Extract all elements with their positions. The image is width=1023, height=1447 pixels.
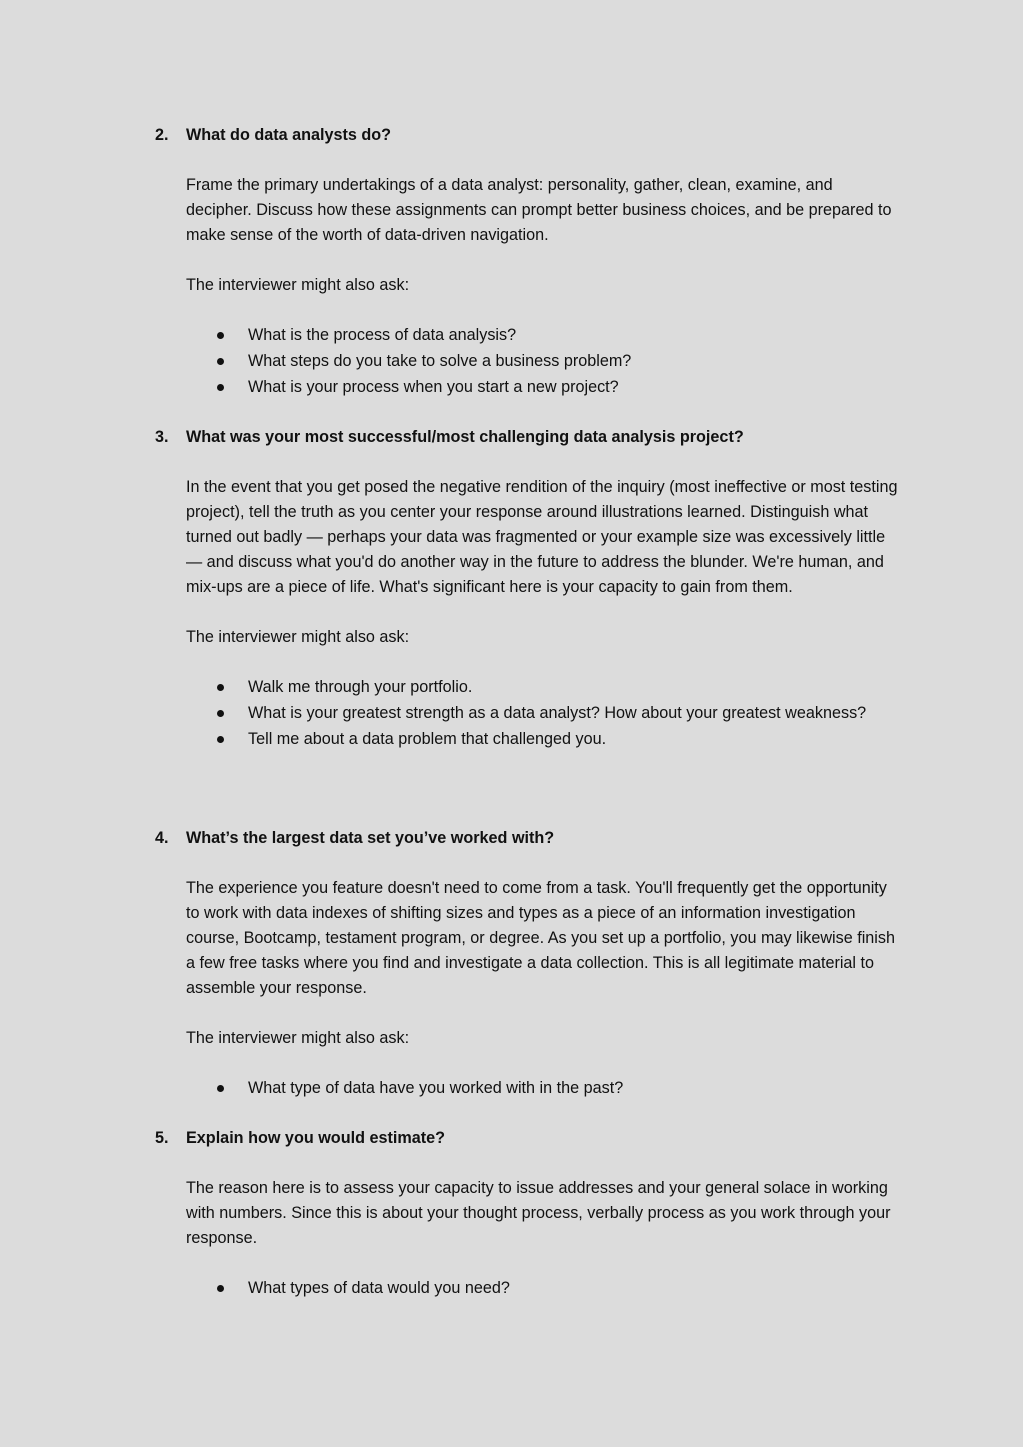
question-title: What do data analysts do? [186,126,392,144]
question-number: 4. [155,829,169,847]
bullet-icon [186,727,248,752]
followup-list [186,1076,886,1101]
followup-list [186,323,886,400]
followup-list [186,675,886,752]
answer-paragraph: The reason here is to assess your capacity to issue addresses and your general solace in working with numbers. Since this is about your thought process, verbally process as you work through your response. [186,1179,891,1247]
list-item [186,349,886,374]
question-number: 2. [155,126,169,144]
list-item [186,727,886,752]
answer-paragraph: The experience you feature doesn't need to come from a task. You'll frequently get the opportunity to work with data indexes of shifting sizes and types as a piece of an information investigation course, Bootcamp, testament program, or degree. As you set up a portfolio, you may likewise finish a few free tasks where you find and investigate a data collection. This is all legitimate material to assemble your response. [186,879,896,997]
list-item-text: What steps do you take to solve a business problem? [248,352,632,370]
followup-list [186,1276,886,1301]
question-number: 3. [155,428,169,446]
question-section-3 [155,425,915,753]
answer-paragraph: Frame the primary undertakings of a data analyst: personality, gather, clean, examine, and decipher. Discuss how these assignments can prompt better business choices, and be prepared to make sense of the worth of data-driven navigation. [186,176,892,244]
list-item-text: What types of data would you need? [248,1279,510,1297]
bullet-icon [186,701,248,726]
question-title: What’s the largest data set you’ve worked with? [186,829,555,847]
followup-intro: The interviewer might also ask: [186,628,410,646]
list-item [186,701,886,726]
followup-intro: The interviewer might also ask: [186,1029,410,1047]
list-item-text: What is your greatest strength as a data analyst? How about your greatest weakness? [248,704,867,722]
question-section-4 [155,826,915,1102]
question-heading [155,123,915,148]
followup-intro: The interviewer might also ask: [186,276,410,294]
bullet-icon [186,323,248,348]
question-number: 5. [155,1129,169,1147]
bullet-icon [186,375,248,400]
question-title: What was your most successful/most challenging data analysis project? [186,428,744,446]
question-title: Explain how you would estimate? [186,1129,446,1147]
bullet-icon [186,1276,248,1301]
list-item [186,675,886,700]
list-item-text: What is the process of data analysis? [248,326,517,344]
bullet-icon [186,349,248,374]
list-item-text: What is your process when you start a new project? [248,378,619,396]
bullet-icon [186,1076,248,1101]
list-item [186,1076,886,1101]
list-item [186,323,886,348]
question-section-2 [155,123,915,401]
list-item [186,375,886,400]
list-item-text: Walk me through your portfolio. [248,678,473,696]
bullet-icon [186,675,248,700]
question-section-5 [155,1126,915,1302]
question-heading [155,1126,915,1151]
question-heading [155,826,915,851]
answer-paragraph: In the event that you get posed the negative rendition of the inquiry (most ineffective or most testing project), tell the truth as you center your response around illustrations learned. Distinguish what turned out badly — perhaps your data was fragmented or your example size was excessively little — and discuss what you'd do another way in the future to address the blunder. We're human, and mix-ups are a piece of life. What's significant here is your capacity to gain from them. [186,478,898,596]
list-item [186,1276,886,1301]
question-heading [155,425,915,450]
list-item-text: Tell me about a data problem that challenged you. [248,730,607,748]
list-item-text: What type of data have you worked with in the past? [248,1079,624,1097]
